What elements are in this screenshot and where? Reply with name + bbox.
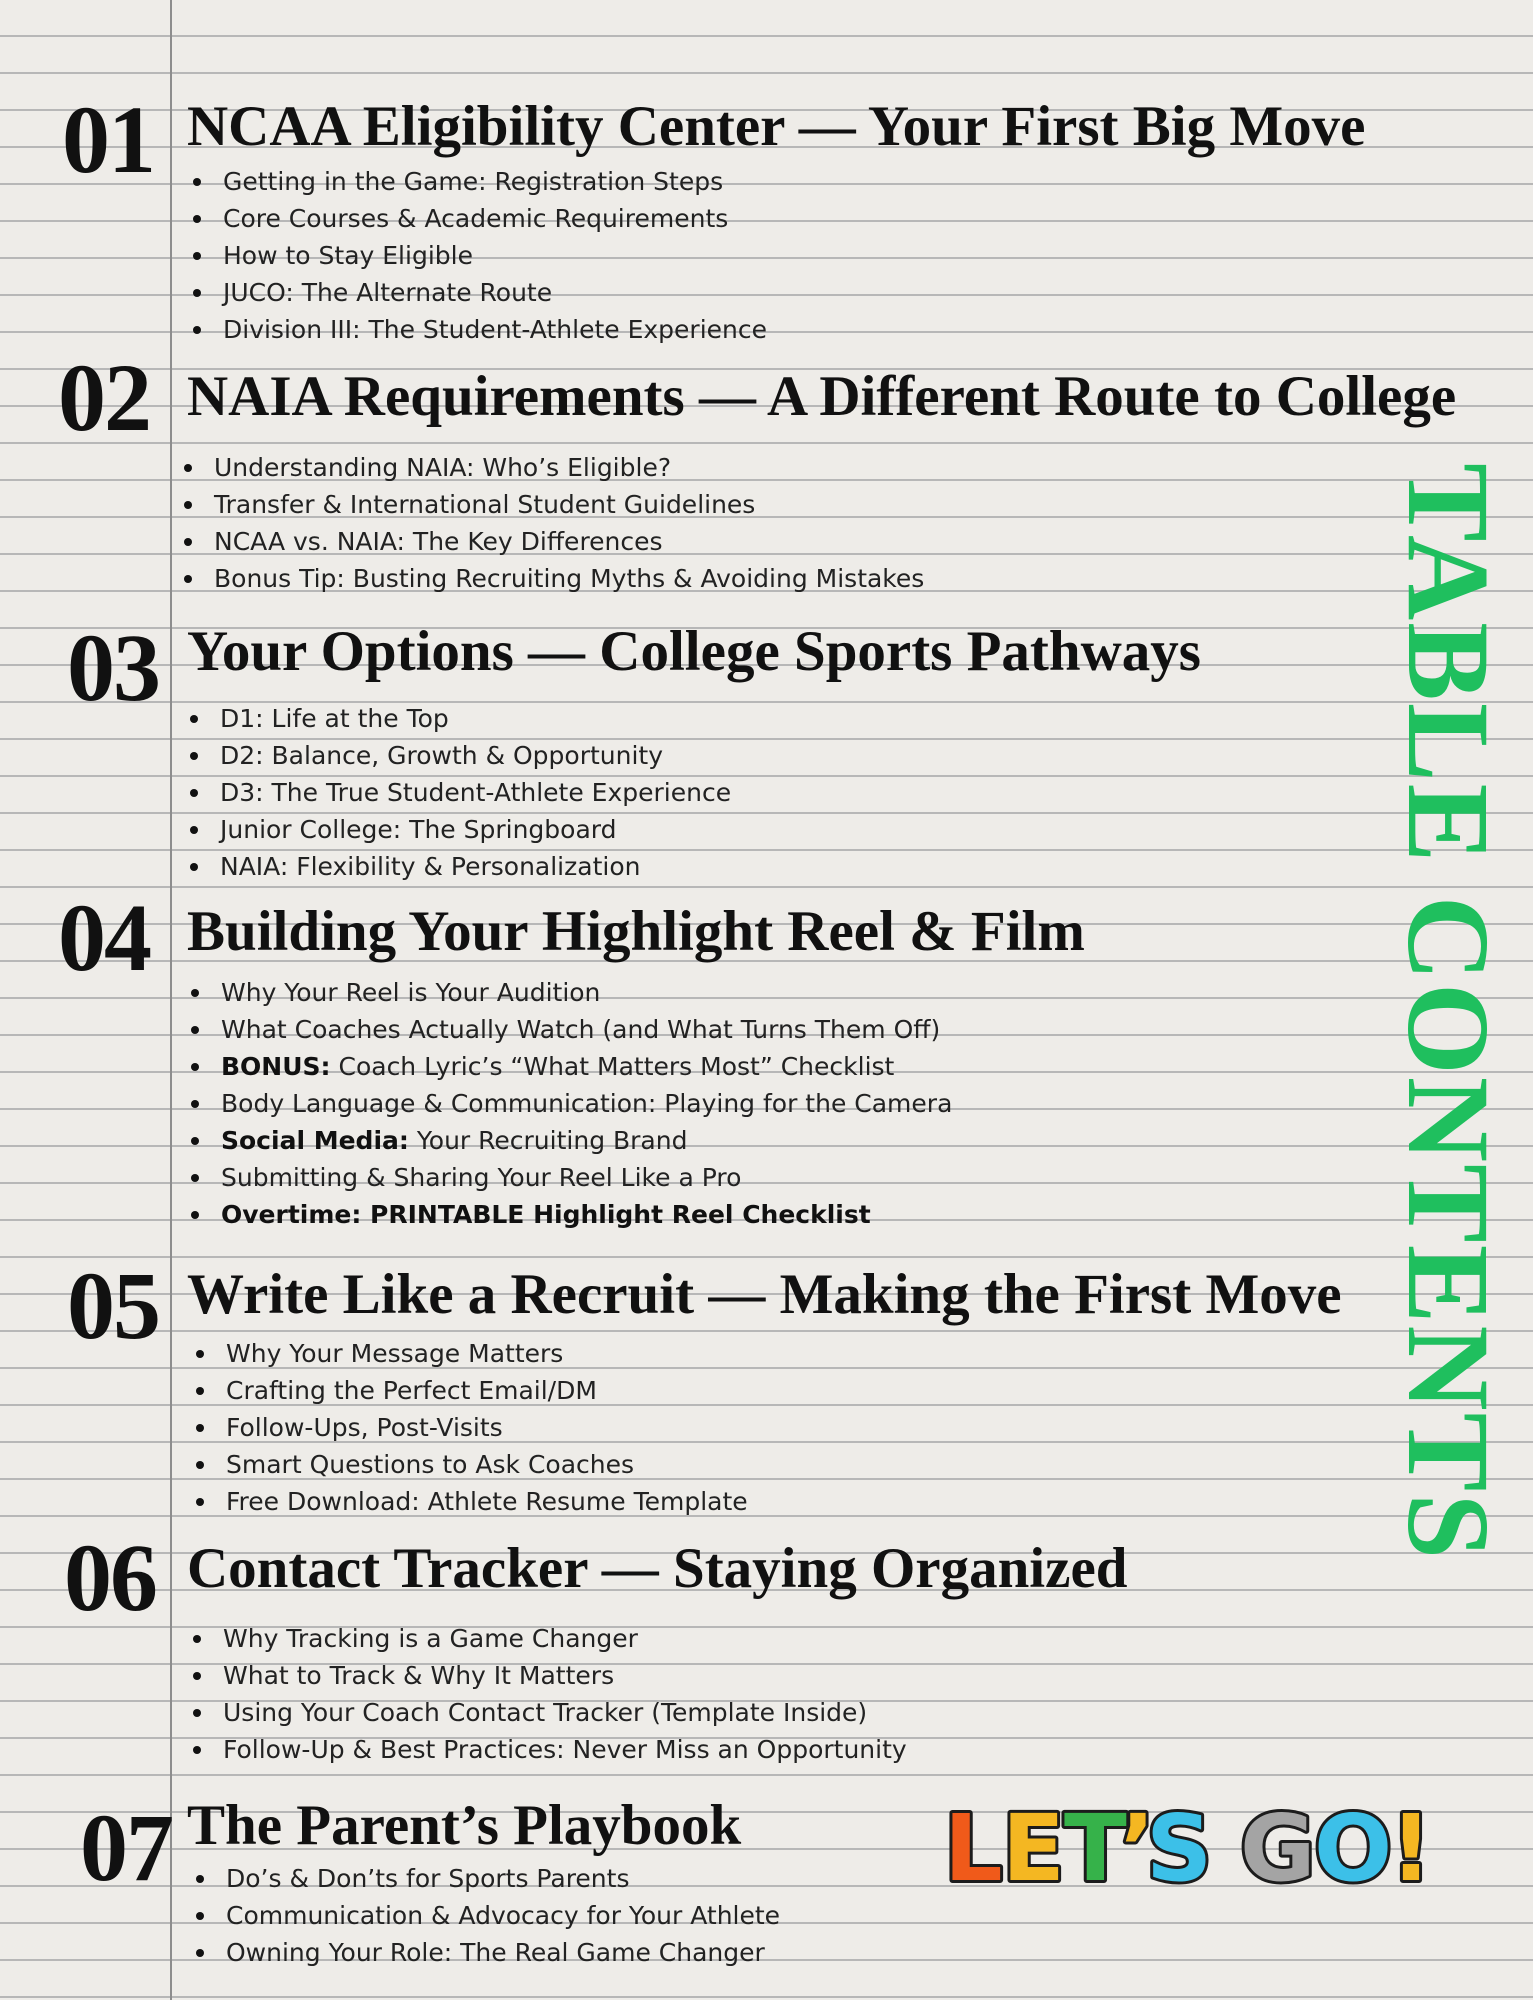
list-item: Free Download: Athlete Resume Template bbox=[190, 1483, 748, 1520]
list-item: Division III: The Student-Athlete Experience bbox=[187, 311, 767, 348]
svg-text:!: ! bbox=[1390, 1795, 1432, 1898]
section-title: Contact Tracker — Staying Organized bbox=[187, 1537, 1128, 1600]
section-number: 02 bbox=[58, 344, 150, 451]
section-title: The Parent’s Playbook bbox=[187, 1794, 742, 1857]
section-title: Write Like a Recruit — Making the First Move bbox=[187, 1263, 1342, 1326]
list-item: Smart Questions to Ask Coaches bbox=[190, 1446, 748, 1483]
svg-text:L: L bbox=[944, 1795, 1003, 1898]
list-item: Communication & Advocacy for Your Athlete bbox=[190, 1897, 780, 1934]
list-item bbox=[185, 1196, 952, 1233]
svg-text:T: T bbox=[1064, 1795, 1127, 1898]
list-item: Understanding NAIA: Who’s Eligible? bbox=[178, 449, 924, 486]
list-item: D1: Life at the Top bbox=[184, 700, 731, 737]
list-item: Follow-Up & Best Practices: Never Miss an Opportunity bbox=[187, 1731, 907, 1768]
list-item bbox=[185, 1048, 952, 1085]
list-item: What to Track & Why It Matters bbox=[187, 1657, 907, 1694]
list-item: Follow-Ups, Post-Visits bbox=[190, 1409, 748, 1446]
list-item: NAIA: Flexibility & Personalization bbox=[184, 848, 731, 885]
list-item: Transfer & International Student Guidelines bbox=[178, 486, 924, 523]
list-item: Why Your Reel is Your Audition bbox=[185, 974, 952, 1011]
list-item bbox=[185, 1122, 952, 1159]
list-item: How to Stay Eligible bbox=[187, 237, 767, 274]
list-item: NCAA vs. NAIA: The Key Differences bbox=[178, 523, 924, 560]
section-number: 06 bbox=[64, 1524, 156, 1631]
svg-text:O: O bbox=[1314, 1795, 1393, 1898]
list-item-text: Your Recruiting Brand bbox=[408, 1126, 688, 1155]
section-title: NCAA Eligibility Center — Your First Big Move bbox=[187, 95, 1366, 158]
list-item: Crafting the Perfect Email/DM bbox=[190, 1372, 748, 1409]
list-item: Junior College: The Springboard bbox=[184, 811, 731, 848]
list-item: Do’s & Don’ts for Sports Parents bbox=[190, 1860, 780, 1897]
list-item-bold-label: Overtime: PRINTABLE Highlight Reel Checklist bbox=[221, 1200, 871, 1229]
list-item: D2: Balance, Growth & Opportunity bbox=[184, 737, 731, 774]
table-contents-heading: TABLE CONTENTS bbox=[1383, 463, 1514, 1561]
section-item-list bbox=[178, 449, 924, 597]
lets-go-logo bbox=[940, 1788, 1450, 1898]
svg-text:E: E bbox=[1002, 1795, 1065, 1898]
list-item: Bonus Tip: Busting Recruiting Myths & Avoiding Mistakes bbox=[178, 560, 924, 597]
section-title: Your Options — College Sports Pathways bbox=[187, 620, 1201, 683]
list-item: Owning Your Role: The Real Game Changer bbox=[190, 1934, 780, 1971]
list-item-bold-label: Social Media: bbox=[221, 1126, 409, 1155]
list-item: Why Tracking is a Game Changer bbox=[187, 1620, 907, 1657]
list-item: Body Language & Communication: Playing for the Camera bbox=[185, 1085, 952, 1122]
svg-text:’: ’ bbox=[1120, 1795, 1155, 1898]
list-item: Getting in the Game: Registration Steps bbox=[187, 163, 767, 200]
section-item-list bbox=[190, 1335, 748, 1520]
section-number: 01 bbox=[62, 86, 154, 193]
svg-text:G: G bbox=[1240, 1795, 1316, 1898]
section-item-list bbox=[184, 700, 731, 885]
section-item-list bbox=[187, 1620, 907, 1768]
section-number: 03 bbox=[67, 614, 159, 721]
list-item: Why Your Message Matters bbox=[190, 1335, 748, 1372]
list-item-text: Coach Lyric’s “What Matters Most” Checklist bbox=[330, 1052, 895, 1081]
section-number: 07 bbox=[80, 1794, 172, 1901]
section-title: NAIA Requirements — A Different Route to College bbox=[187, 365, 1457, 428]
list-item: Using Your Coach Contact Tracker (Template Inside) bbox=[187, 1694, 907, 1731]
list-item: Core Courses & Academic Requirements bbox=[187, 200, 767, 237]
section-item-list bbox=[185, 974, 952, 1233]
section-title: Building Your Highlight Reel & Film bbox=[187, 900, 1085, 963]
list-item: What Coaches Actually Watch (and What Turns Them Off) bbox=[185, 1011, 952, 1048]
section-number: 04 bbox=[58, 884, 150, 991]
section-item-list bbox=[187, 163, 767, 348]
svg-text:S: S bbox=[1146, 1795, 1213, 1898]
list-item: Submitting & Sharing Your Reel Like a Pro bbox=[185, 1159, 952, 1196]
section-item-list bbox=[190, 1860, 780, 1971]
section-number: 05 bbox=[67, 1252, 159, 1359]
list-item-bold-label: BONUS: bbox=[221, 1052, 331, 1081]
list-item: JUCO: The Alternate Route bbox=[187, 274, 767, 311]
list-item: D3: The True Student-Athlete Experience bbox=[184, 774, 731, 811]
